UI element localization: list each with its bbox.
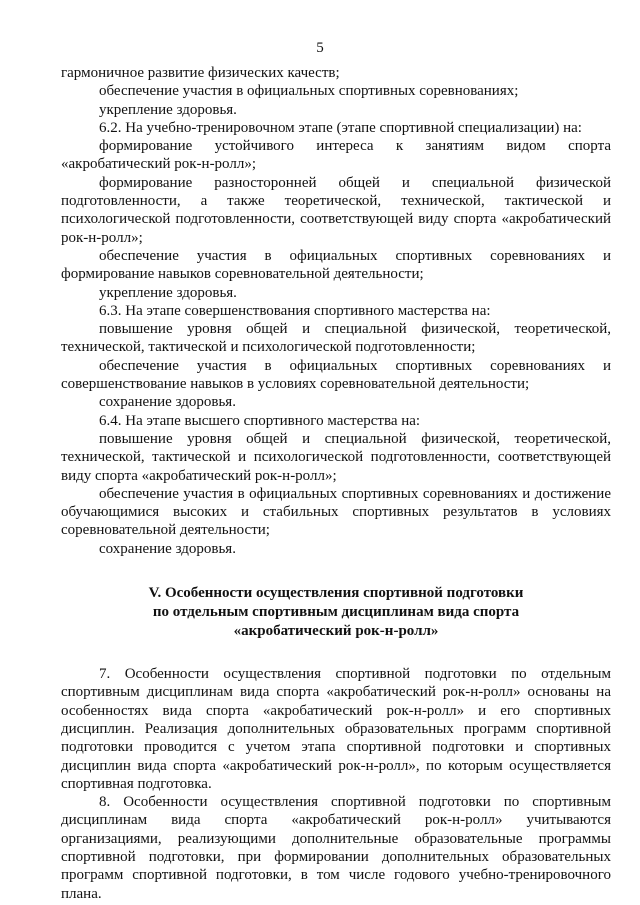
paragraph-3: укрепление здоровья.: [99, 101, 237, 118]
section-title-line-3: «акробатический рок-н-ролл»: [233, 623, 439, 640]
paragraph-6: формирование разносторонней общей и специальной физической подготовленности, а также теоретической, технической, тактической и психологической подготовленности, соответствующей виду спорта «акробатический рок-н-ролл»;: [61, 174, 611, 246]
section-title-line-2: по отдельным спортивным дисциплинам вида спорта: [152, 604, 520, 621]
paragraph-11: обеспечение участия в официальных спортивных соревнованиях и совершенствование навыков в условиях соревновательной деятельности;: [61, 357, 611, 393]
paragraph-7: обеспечение участия в официальных спортивных соревнованиях и формирование навыков соревновательной деятельности;: [61, 247, 611, 283]
section-title-line-1: V. Особенности осуществления спортивной подготовки: [148, 585, 524, 602]
paragraph-9: 6.3. На этапе совершенствования спортивного мастерства на:: [99, 302, 491, 319]
paragraph-12: сохранение здоровья.: [99, 394, 236, 411]
paragraph-1: гармоничное развитие физических качеств;: [61, 65, 340, 81]
paragraph-5: формирование устойчивого интереса к занятиям видом спорта «акробатический рок-н-ролл»;: [61, 138, 611, 173]
paragraph-10: повышение уровня общей и специальной физической, теоретической, технической, тактической и психологической подготовленности;: [61, 321, 611, 356]
paragraph-17: 7. Особенности осуществления спортивной подготовки по отдельным спортивным дисциплинам вида спорта «акробатический рок-н-ролл» основаны на особенностях вида спорта «акробатический рок-н-ролл» и его спортивных дисциплин. Реализация дополнительных образовательных программ спортивной подготовки проводится с учетом этапа спортивной подготовки и спортивных дисциплин вида спорта «акробатический рок-н-ролл», по которым осуществляется спортивная подготовка.: [61, 666, 611, 792]
paragraph-15: обеспечение участия в официальных спортивных соревнованиях и достижение обучающимися высоких и стабильных спортивных результатов в условиях соревновательной деятельности;: [61, 485, 611, 539]
paragraph-2: обеспечение участия в официальных спортивных соревнованиях;: [99, 83, 519, 100]
paragraph-18: 8. Особенности осуществления спортивной подготовки по спортивным дисциплинам вида спорта «акробатический рок-н-ролл» учитываются организациями, реализующими дополнительные образовательные программы спортивной подготовки, при формировании дополнительных образовательных программ спортивной подготовки, в том числе годового учебно-тренировочного плана.: [61, 794, 611, 902]
page-number: 5: [316, 40, 324, 56]
document-body: [61, 64, 611, 903]
section-title: [61, 584, 611, 641]
paragraph-16: сохранение здоровья.: [99, 540, 236, 557]
paragraph-13: 6.4. На этапе высшего спортивного мастерства на:: [99, 412, 421, 429]
paragraph-8: укрепление здоровья.: [99, 284, 237, 301]
paragraph-14: повышение уровня общей и специальной физической, теоретической, технической, тактической и психологической подготовленности, соответствующей виду спорта «акробатический рок-н-ролл»;: [61, 430, 611, 484]
paragraph-4: 6.2. На учебно-тренировочном этапе (этапе спортивной специализации) на:: [99, 119, 582, 136]
